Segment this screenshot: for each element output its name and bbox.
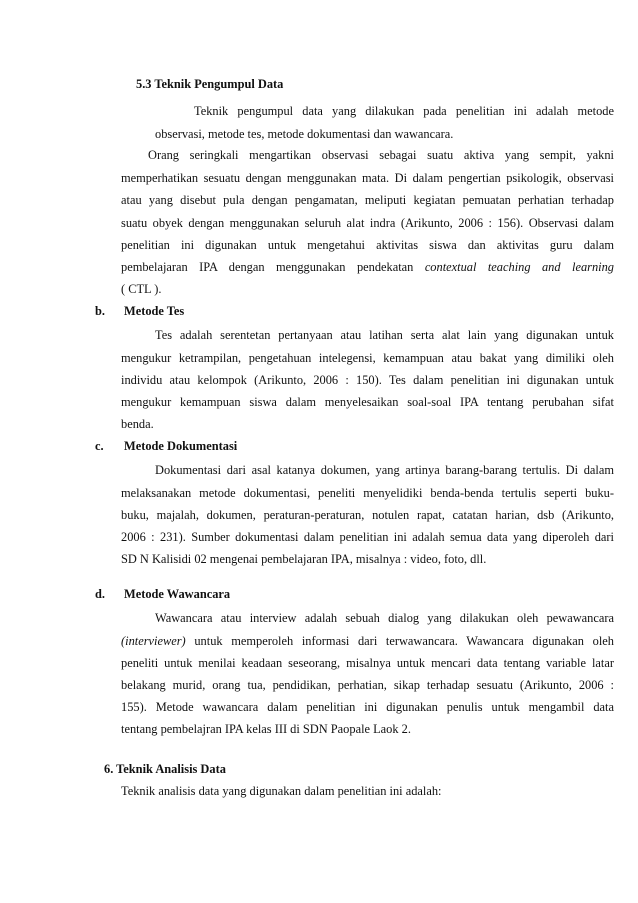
- italic-term: contextual teaching and learning: [424, 260, 614, 274]
- list-letter-d: d.: [95, 587, 105, 601]
- paragraph-line: Dokumentasi dari asal katanya dokumen, yang artinya barang-barang tertulis. Di dalam: [155, 463, 614, 477]
- paragraph-line: memperhatikan sesuatu dengan menggunakan mata. Di dalam pengertian psikologik, observasi: [121, 171, 614, 185]
- paragraph-line: 155). Metode wawancara dalam penelitian ini digunakan penulis untuk mengambil data: [121, 700, 614, 714]
- paragraph-line: melaksanakan metode dokumentasi, peneliti menyelidiki benda-benda tertulis seperti buku-: [121, 486, 614, 500]
- subsection-heading-tes: Metode Tes: [124, 304, 185, 318]
- paragraph-line: [121, 632, 614, 650]
- text-span: pembelajaran IPA dengan menggunakan pendekatan: [121, 260, 414, 274]
- section-heading-5-3: 5.3 Teknik Pengumpul Data: [136, 77, 284, 91]
- subsection-heading-wawancara: Metode Wawancara: [124, 587, 231, 601]
- paragraph-line: Wawancara atau interview adalah sebuah dialog yang dilakukan oleh pewawancara: [155, 611, 614, 625]
- paragraph-line: belakang murid, orang tua, pendidikan, perhatian, sikap terhadap sesuatu (Arikunto, 2006 :: [121, 678, 614, 692]
- paragraph-line: individu atau kelompok (Arikunto, 2006 : 150). Tes dalam penelitian ini digunakan untuk: [121, 373, 614, 387]
- paragraph-line: 2006 : 231). Sumber dokumentasi dalam penelitian ini adalah semua data yang diperoleh dari: [121, 530, 614, 544]
- paragraph-line: penelitian ini digunakan untuk mengetahui aktivitas siswa dan aktivitas guru dalam: [121, 238, 614, 252]
- paragraph-line: mengukur kemampuan siswa dalam menyelesaikan soal-soal IPA tentang perubahan sifat: [121, 395, 614, 409]
- paragraph-line: mengukur ketrampilan, pengetahuan intelegensi, kemampuan atau bakat yang dimiliki oleh: [121, 351, 614, 365]
- paragraph-line: atau yang disebut pula dengan pengamatan, meliputi kegiatan pemuatan perhatian terhadap: [121, 193, 614, 207]
- paragraph-line: [121, 258, 614, 276]
- section-heading-6: 6. Teknik Analisis Data: [104, 762, 226, 776]
- paragraph-line: buku, majalah, dokumen, peraturan-peraturan, notulen rapat, catatan harian, dsb (Arikunto,: [121, 508, 614, 522]
- paragraph-line: Tes adalah serentetan pertanyaan atau latihan serta alat lain yang digunakan untuk: [155, 328, 614, 342]
- subsection-heading-dokumentasi: Metode Dokumentasi: [124, 439, 238, 453]
- paragraph-line: observasi, metode tes, metode dokumentasi dan wawancara.: [155, 127, 454, 141]
- paragraph-line: Teknik pengumpul data yang dilakukan pada penelitian ini adalah metode: [194, 104, 614, 118]
- paragraph-line: ( CTL ).: [121, 282, 162, 296]
- paragraph-line: Teknik analisis data yang digunakan dalam penelitian ini adalah:: [121, 784, 442, 798]
- list-letter-b: b.: [95, 304, 105, 318]
- list-letter-c: c.: [95, 439, 104, 453]
- italic-term: (interviewer): [121, 634, 186, 648]
- paragraph-line: tentang pembelajran IPA kelas III di SDN Paopale Laok 2.: [121, 722, 411, 736]
- paragraph-line: benda.: [121, 417, 154, 431]
- paragraph-line: SD N Kalisidi 02 mengenai pembelajaran IPA, misalnya : video, foto, dll.: [121, 552, 487, 566]
- paragraph-line: peneliti untuk menilai keadaan seseorang, misalnya untuk mencari data tentang variable latar: [121, 656, 614, 670]
- paragraph-line: Orang seringkali mengartikan observasi sebagai suatu aktiva yang sempit, yakni: [148, 148, 614, 162]
- text-span: untuk memperoleh informasi dari terwawancara. Wawancara digunakan oleh: [194, 634, 614, 648]
- paragraph-line: suatu obyek dengan menggunakan seluruh alat indra (Arikunto, 2006 : 156). Observasi dalam: [121, 216, 614, 230]
